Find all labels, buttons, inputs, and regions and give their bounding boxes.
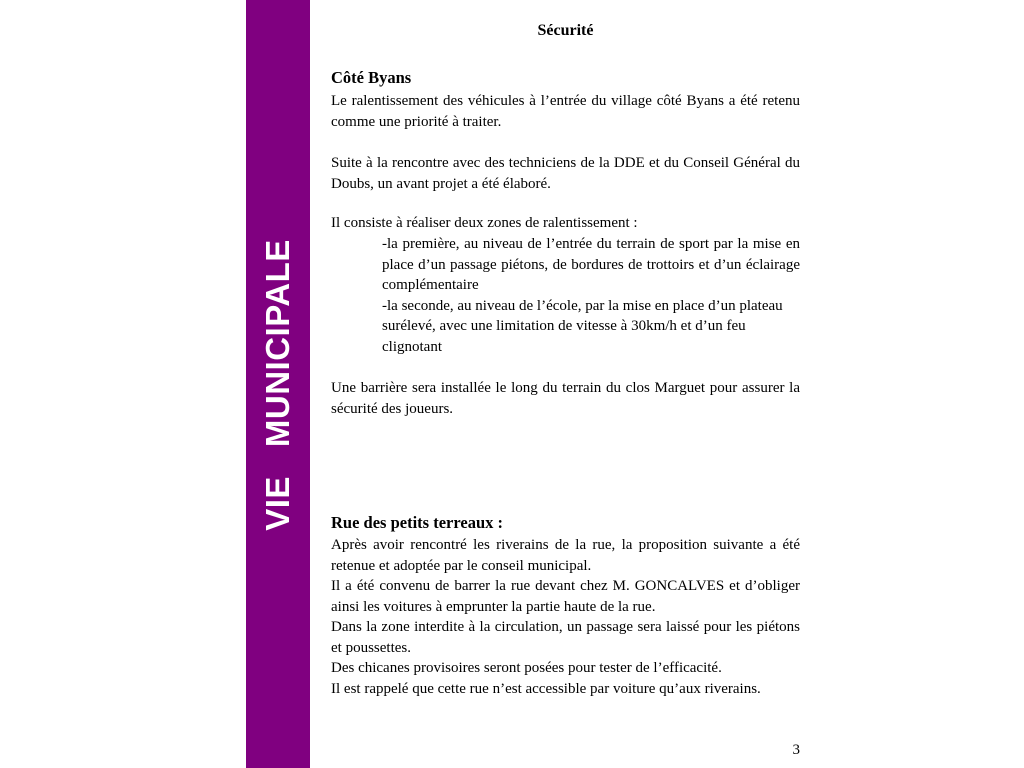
list-item: -la seconde, au niveau de l’école, par la mise en place d’un plateau surélevé, avec une limitation de vitesse à 30km/h et d’un feu clignotant	[382, 297, 783, 355]
sidebar-label: VIE MUNICIPALE	[259, 239, 296, 531]
paragraph-residents: Il est rappelé que cette rue n’est accessible par voiture qu’aux riverains.	[331, 680, 761, 697]
paragraph-chicanes: Des chicanes provisoires seront posées pour tester de l’efficacité.	[331, 660, 722, 676]
page-title: Sécurité	[537, 22, 594, 39]
paragraph-barring: Il a été convenu de barrer la rue devant chez M. GONCALVES et d’obliger ainsi les voitures à emprunter la partie haute de la rue.	[331, 578, 800, 615]
sidebar-band	[246, 0, 310, 768]
zones-list	[331, 234, 800, 357]
page-number: 3	[792, 742, 800, 758]
paragraph-proposal: Après avoir rencontré les riverains de la rue, la proposition suivante a été retenue et adoptée par le conseil municipal.	[331, 537, 800, 574]
paragraph-zones-intro: Il consiste à réaliser deux zones de ralentissement :	[331, 215, 638, 231]
section-heading-cote-byans: Côté Byans	[331, 68, 412, 87]
paragraph-slowdown: Le ralentissement des véhicules à l’entrée du village côté Byans a été retenu comme une priorité à traiter.	[331, 93, 800, 130]
paragraph-barrier: Une barrière sera installée le long du terrain du clos Marguet pour assurer la sécurité des joueurs.	[331, 380, 800, 417]
section-heading-rue-petits-terreaux: Rue des petits terreaux :	[331, 513, 503, 532]
list-item: -la première, au niveau de l’entrée du terrain de sport par la mise en place d’un passage piétons, de bordures de trottoirs et d’un éclairage complémentaire	[382, 236, 800, 293]
paragraph-meeting: Suite à la rencontre avec des techniciens de la DDE et du Conseil Général du Doubs, un avant projet a été élaboré.	[331, 155, 800, 192]
section2-body	[331, 535, 800, 699]
paragraph-pedestrians: Dans la zone interdite à la circulation, un passage sera laissé pour les piétons et poussettes.	[331, 619, 800, 656]
